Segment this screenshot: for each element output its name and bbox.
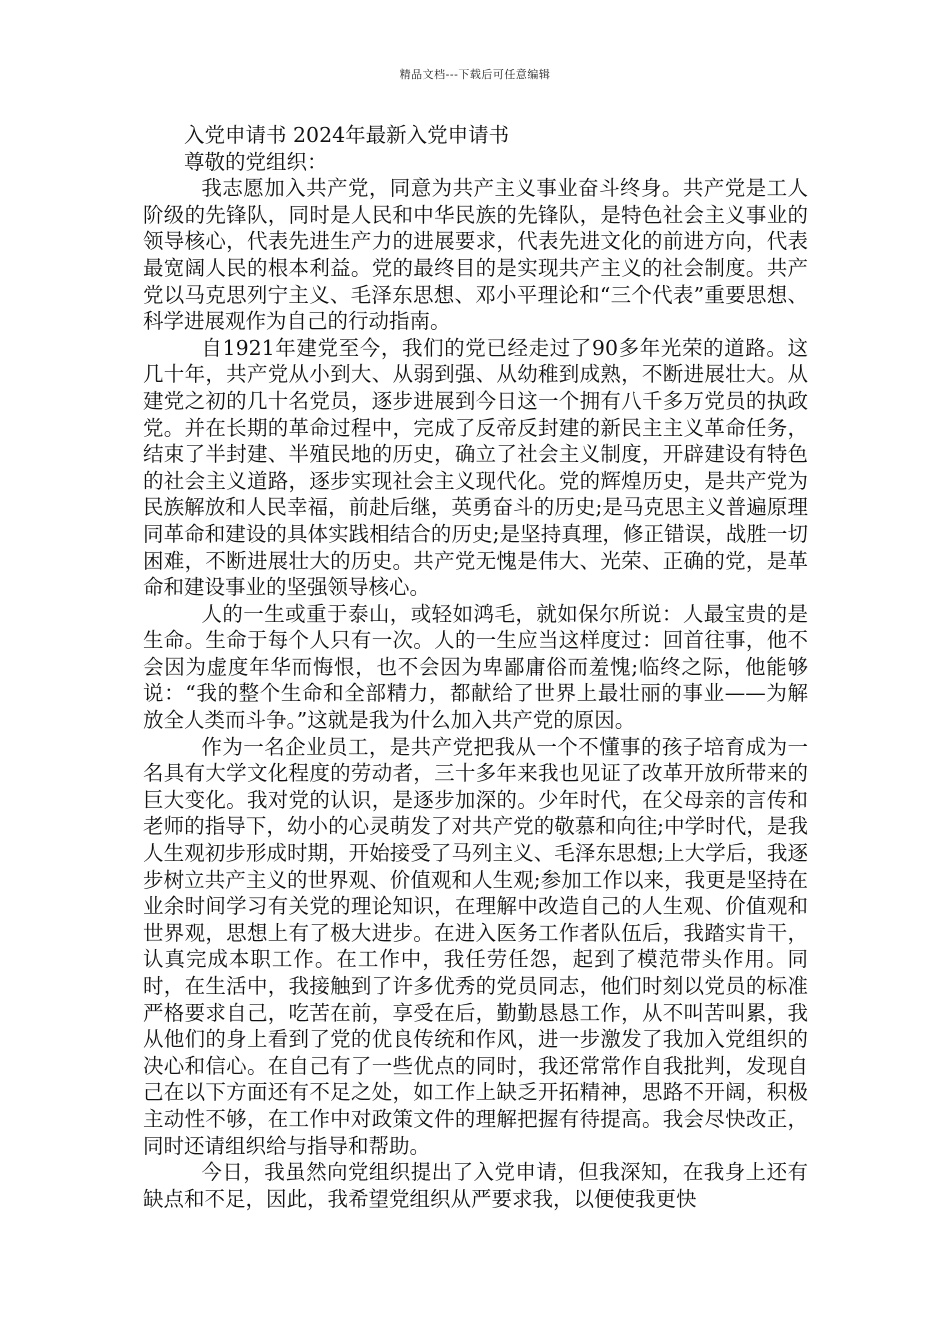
paragraph: 作为一名企业员工，是共产党把我从一个不懂事的孩子培育成为一名具有大学文化程度的劳动者，三十多年来我也见证了改革开放所带来的巨大变化。我对党的认识，是逐步加深的。少年时代，在父母亲的言传和老师的指导下，幼小的心灵萌发了对共产党的敬慕和向往;中学时代，是我人生观初步形成时期，开始接受了马列主义、毛泽东思想;上大学后，我逐步树立共产主义的世界观、价值观和人生观;参加工作以来，我更是坚持在业余时间学习有关党的理论知识，在理解中改造自己的人生观、价值观和世界观，思想上有了极大进步。在进入医务工作者队伍后，我踏实肯干，认真完成本职工作。在工作中，我任劳任怨，起到了模范带头作用。同时，在生活中，我接触到了许多优秀的党员同志，他们时刻以党员的标准严格要求自己，吃苦在前，享受在后，勤勤恳恳工作，从不叫苦叫累，我从他们的身上看到了党的优良传统和作风，进一步激发了我加入党组织的决心和信心。在自己有了一些优点的同时，我还常常作自我批判，发现自己在以下方面还有不足之处，如工作上缺乏开拓精神，思路不开阔，积极主动性不够，在工作中对政策文件的理解把握有待提高。我会尽快改正，同时还请组织给与指导和帮助。 — [143, 734, 808, 1158]
salutation: 尊敬的党组织： — [184, 149, 328, 174]
document-body — [143, 122, 808, 1212]
paragraph: 我志愿加入共产党，同意为共产主义事业奋斗终身。共产党是工人阶级的先锋队，同时是人民和中华民族的先锋队，是特色社会主义事业的领导核心，代表先进生产力的进展要求，代表先进文化的前进方向，代表最宽阔人民的根本利益。党的最终目的是实现共产主义的社会制度。共产党以马克思列宁主义、毛泽东思想、邓小平理论和“三个代表”重要思想、科学进展观作为自己的行动指南。 — [143, 176, 808, 334]
paragraph: 今日，我虽然向党组织提出了入党申请，但我深知，在我身上还有缺点和不足，因此，我希望党组织从严要求我，以便使我更快 — [143, 1160, 808, 1211]
page-header: 精品文档---下载后可任意编辑 — [399, 68, 551, 81]
paragraph: 自1921年建党至今，我们的党已经走过了90多年光荣的道路。这几十年，共产党从小到大、从弱到强、从幼稚到成熟，不断进展壮大。从建党之初的几十名党员，逐步进展到今日这一个拥有八千多万党员的执政党。并在长期的革命过程中，完成了反帝反封建的新民主主义革命任务，结束了半封建、半殖民地的历史，确立了社会主义制度，开辟建设有特色的社会主义道路，逐步实现社会主义现代化。党的辉煌历史，是共产党为民族解放和人民幸福，前赴后继，英勇奋斗的历史;是马克思主义普遍原理同革命和建设的具体实践相结合的历史;是坚持真理，修正错误，战胜一切困难，不断进展壮大的历史。共产党无愧是伟大、光荣、正确的党，是革命和建设事业的坚强领导核心。 — [143, 335, 808, 600]
document-title: 入党申请书 2024年最新入党申请书 — [184, 123, 510, 147]
paragraph: 人的一生或重于泰山，或轻如鸿毛，就如保尔所说：人最宝贵的是生命。生命于每个人只有一次。人的一生应当这样度过：回首往事，他不会因为虚度年华而悔恨，也不会因为卑鄙庸俗而羞愧;临终之际，他能够说：“我的整个生命和全部精力，都献给了世界上最壮丽的事业——为解放全人类而斗争。”这就是我为什么加入共产党的原因。 — [143, 601, 808, 733]
